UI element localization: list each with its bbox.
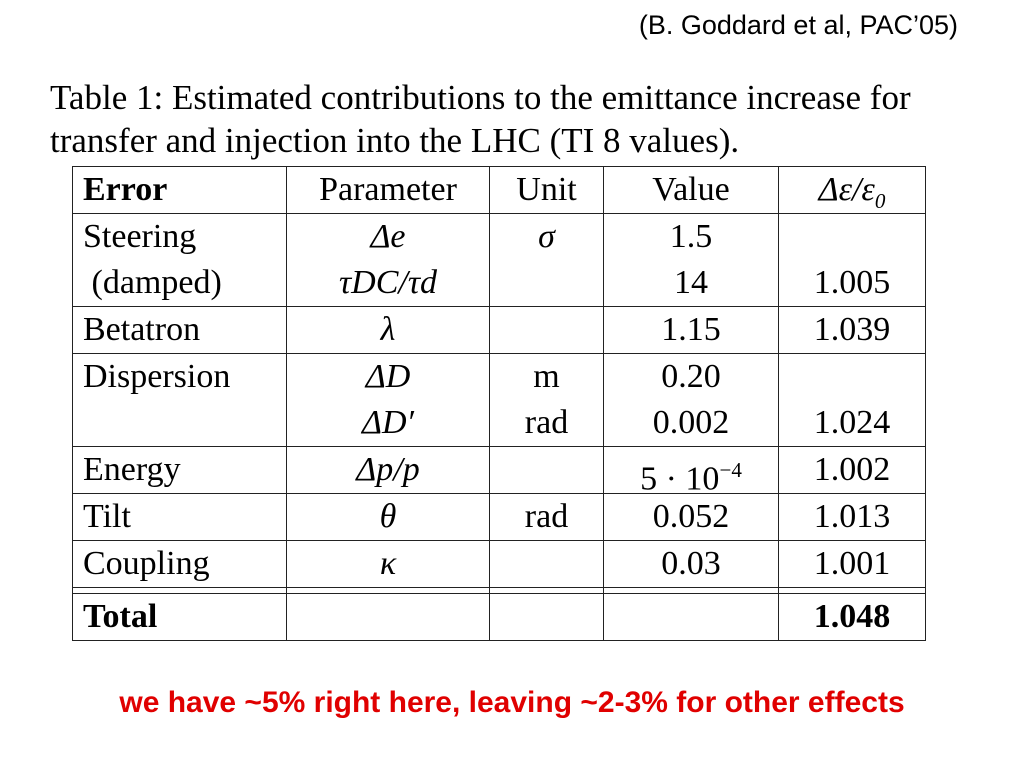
table-row (73, 307, 926, 354)
row-steering-param: Δe (370, 218, 406, 255)
row-dispersion-unit: m (533, 358, 560, 395)
row-energy-param: Δp/p (356, 451, 420, 488)
total-label: Total (83, 598, 158, 635)
row-tilt-value: 0.052 (652, 498, 730, 535)
row-tilt-param: θ (379, 498, 397, 535)
row-energy-delta: 1.002 (813, 451, 891, 488)
row-steering-delta-sub: 1.005 (813, 264, 891, 301)
row-dispersion-param: ΔD (365, 358, 411, 395)
row-energy-unit (500, 447, 593, 493)
citation: (B. Goddard et al, PAC’05) (638, 10, 958, 40)
header-value: Value (652, 171, 730, 208)
row-dispersion-value-sub: 0.002 (652, 404, 730, 441)
row-betatron-delta: 1.039 (813, 311, 891, 348)
table-row (73, 354, 926, 447)
row-coupling-error: Coupling (83, 545, 210, 582)
row-steering-delta (789, 214, 915, 260)
row-steering-error-sub: (damped) (83, 264, 222, 301)
total-delta: 1.048 (813, 598, 891, 635)
header-parameter: Parameter (319, 171, 457, 208)
row-dispersion-value: 0.20 (661, 358, 721, 395)
row-tilt-error: Tilt (83, 498, 131, 535)
total-row (73, 594, 926, 641)
header-row (73, 167, 926, 214)
row-betatron-error: Betatron (83, 311, 201, 348)
row-coupling-param: κ (379, 545, 397, 582)
table-row (73, 494, 926, 541)
row-dispersion-error: Dispersion (83, 358, 231, 395)
table-caption: Table 1: Estimated contributions to the emittance increase for transfer and injection into the LHC (TI 8 values). (50, 78, 911, 160)
row-steering-value: 1.5 (669, 218, 713, 255)
emittance-table (72, 166, 926, 641)
table-row (73, 541, 926, 588)
row-coupling-value: 0.03 (661, 545, 721, 582)
row-dispersion-delta-sub: 1.024 (813, 404, 891, 441)
row-steering-unit: σ (538, 218, 555, 255)
header-error: Error (83, 171, 168, 208)
row-coupling-unit (500, 541, 593, 587)
row-dispersion-param-sub: ΔD′ (362, 404, 414, 441)
row-dispersion-unit-sub: rad (524, 404, 569, 441)
row-energy-value: $5 \cdot 10^{-4}$ (640, 458, 742, 498)
row-energy-error: Energy (83, 451, 181, 488)
row-steering-value-sub: 14 (674, 264, 708, 301)
row-betatron-value: 1.15 (661, 311, 721, 348)
header-delta-emittance: $\Delta\varepsilon/\varepsilon_0$ (818, 171, 886, 213)
row-tilt-unit: rad (524, 498, 569, 535)
row-dispersion-delta (789, 354, 915, 400)
row-tilt-delta: 1.013 (813, 498, 891, 535)
row-betatron-param: λ (380, 311, 396, 348)
row-dispersion-error-sub (83, 400, 276, 446)
summary-note: we have ~5% right here, leaving ~2-3% for other effects (119, 686, 905, 719)
row-steering-param-sub: τDC/τd (338, 264, 437, 301)
header-unit: Unit (516, 171, 577, 208)
table-row (73, 214, 926, 307)
row-steering-unit-sub (500, 260, 593, 306)
row-betatron-unit (500, 307, 593, 353)
table-row (73, 447, 926, 494)
row-coupling-delta: 1.001 (813, 545, 891, 582)
row-steering-error: Steering (83, 218, 197, 255)
